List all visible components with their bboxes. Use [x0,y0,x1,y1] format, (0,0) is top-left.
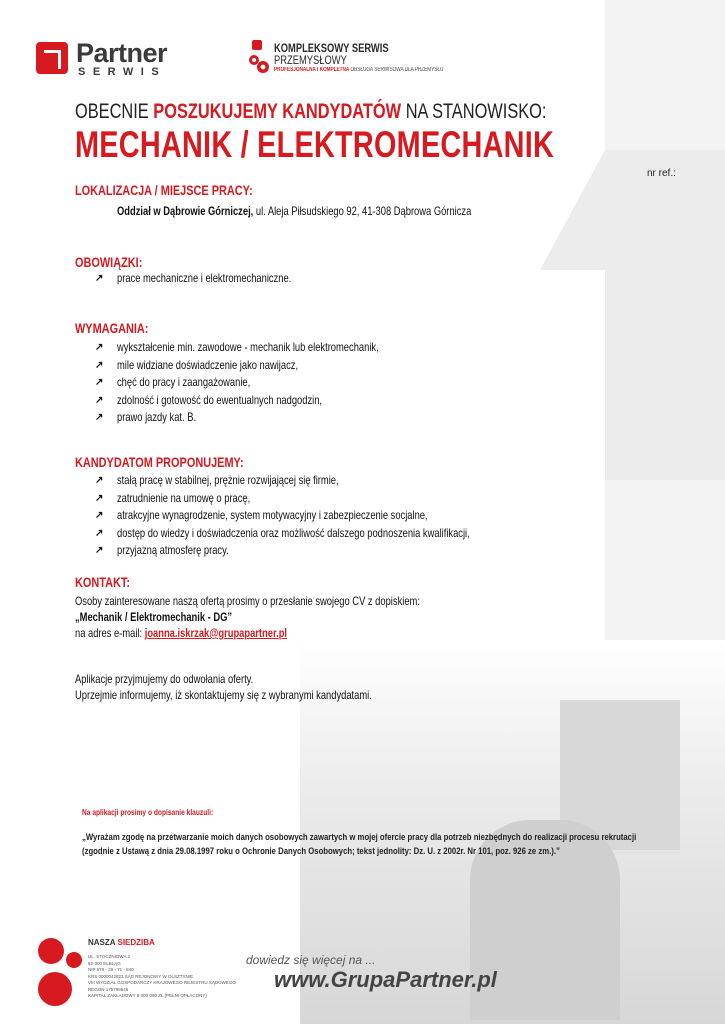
arrow-up-right-icon: ↗ [95,342,104,353]
contact-line1: Osoby zainteresowane naszą ofertą prosimy o przesłanie swojego CV z dopiskiem: [75,594,420,608]
contact-subject: „Mechanik / Elektromechanik - DG” [75,610,233,624]
clause-heading: Na aplikacji prosimy o dopisanie klauzuli: [82,807,214,817]
list-item: ↗ chęć do pracy i zaangażowanie, [95,375,251,389]
list-item: ↗ atrakcyjne wynagrodzenie, system motywacyjny i zabezpieczenie socjalne, [95,508,428,522]
footer-address: UL. STOCZNIOWA 2 82-300 ELBLĄG NIP 578 - 29 - 71 - 840 KRS 0000042823 SĄD REJONOWY W OLSZTYNIE VIII WYDZIAŁ GOSPODARCZY KRAJOWEGO REJESTRU SĄDOWEGO REGON 170799646 KAPITAŁ ZAKŁADOWY 8 000 000 ZŁ (PEŁNI OPŁACONY) [88,954,236,998]
kompleksowy-serwis-logo [248,40,444,80]
location-heading: LOKALIZACJA / MIEJSCE PRACY: [75,182,253,198]
list-item: ↗ zdolność i gotowość do ewentualnych nadgodzin, [95,392,323,407]
gears-icon [38,972,72,1006]
job-title: MECHANIK / ELEKTROMECHANIK [75,124,555,165]
arrow-up-right-icon: ↗ [95,377,104,388]
partner-logo-icon [36,42,68,74]
arrow-up-right-icon: ↗ [95,359,104,371]
contact-note1: Aplikacje przyjmujemy do odwołania oferty. [75,672,254,686]
offer-list [95,473,569,561]
headline [75,100,679,124]
footer-learn-more: dowiedz się więcej na ... [246,953,376,967]
arrow-up-right-icon: ↗ [95,475,104,486]
duties-heading: OBOWIĄZKI: [75,254,143,270]
headline-prefix: OBECNIE [75,100,149,123]
contact-note2: Uprzejmie informujemy, iż skontaktujemy się z wybranymi kandydatami. [75,688,372,702]
list-item: ↗ stałą pracę w stabilnej, prężnie rozwijającej się firmie, [95,473,339,487]
list-item: ↗ dostęp do wiedzy i doświadczenia oraz możliwość dalszego podnoszenia kwalifikacji, [95,525,470,540]
ks-logo-tagline: OBSŁUGA SERWISOWA DLA PRZEMYSŁU [350,67,444,73]
partner-serwis-logo [36,40,206,80]
list-item: ↗ prace mechaniczne i elektromechaniczne. [95,271,292,285]
arrow-up-right-icon: ↗ [95,545,104,556]
partner-logo-name: Partner [76,38,168,68]
location-address: ul. Aleja Piłsudskiego 92, 41-308 Dąbrowa Górnicza [255,204,472,218]
arrow-up-right-icon: ↗ [95,394,104,406]
arrow-up-right-icon: ↗ [95,412,104,423]
requirements-heading: WYMAGANIA: [75,320,149,336]
gears-icon [248,40,270,76]
offer-heading: KANDYDATOM PROPONUJEMY: [75,454,244,470]
list-item: ↗ prawo jazdy kat. B. [95,410,197,424]
headline-suffix: NA STANOWISKO: [405,100,547,123]
requirements-list [95,340,452,428]
contact-email-prefix: na adres e-mail: [75,626,143,640]
worker-icon [66,952,82,968]
ref-label: nr ref.: [647,168,676,179]
arrow-up-right-icon: ↗ [95,273,104,284]
footer-website-link[interactable]: www.GrupaPartner.pl [274,967,497,992]
arrow-up-right-icon: ↗ [95,527,104,539]
contact-email-link[interactable]: joanna.iskrzak@grupapartner.pl [144,626,288,640]
location-office: Oddział w Dąbrowie Górniczej, [117,204,254,218]
list-item: ↗ wykształcenie min. zawodowe - mechanik lub elektromechanik, [95,340,379,354]
footer-headquarters-title: NASZA SIEDZIBA [88,938,155,947]
list-item: ↗ przyjazną atmosferę pracy. [95,543,229,557]
partner-logo-sub: SERWIS [78,66,167,78]
ks-logo-tagline-bold: PROFESJONALNA I KOMPLETNA [274,67,350,73]
contact-heading: KONTAKT: [75,574,131,590]
headline-highlight: POSZUKUJEMY KANDYDATÓW [153,100,402,123]
clause-text: „Wyrażam zgodę na przetwarzanie moich danych osobowych zawartych w mojej ofercie pracy dla potrzeb niezbędnych do realizacji procesu rekrutacji (zgodnie z Ustawą z dnia 29.08.1997 roku o Ochronie Danych Osobowych; tekst jednolity: Dz. U. z 2002r. Nr 101, poz. 926 ze zm.).” [82,832,637,856]
briefcase-icon [38,938,64,964]
list-item: ↗ zatrudnienie na umowę o pracę, [95,490,251,505]
ks-logo-line2: PRZEMYSŁOWY [274,53,347,67]
duties-list [95,271,340,289]
list-item: ↗ mile widziane doświadczenie jako nawijacz, [95,357,299,372]
arrow-up-right-icon: ↗ [95,492,104,504]
background-arrow-shape [540,150,725,480]
footer-icons [38,938,78,1008]
ks-logo-line1: KOMPLEKSOWY SERWIS [274,41,389,55]
arrow-up-right-icon: ↗ [95,510,104,521]
